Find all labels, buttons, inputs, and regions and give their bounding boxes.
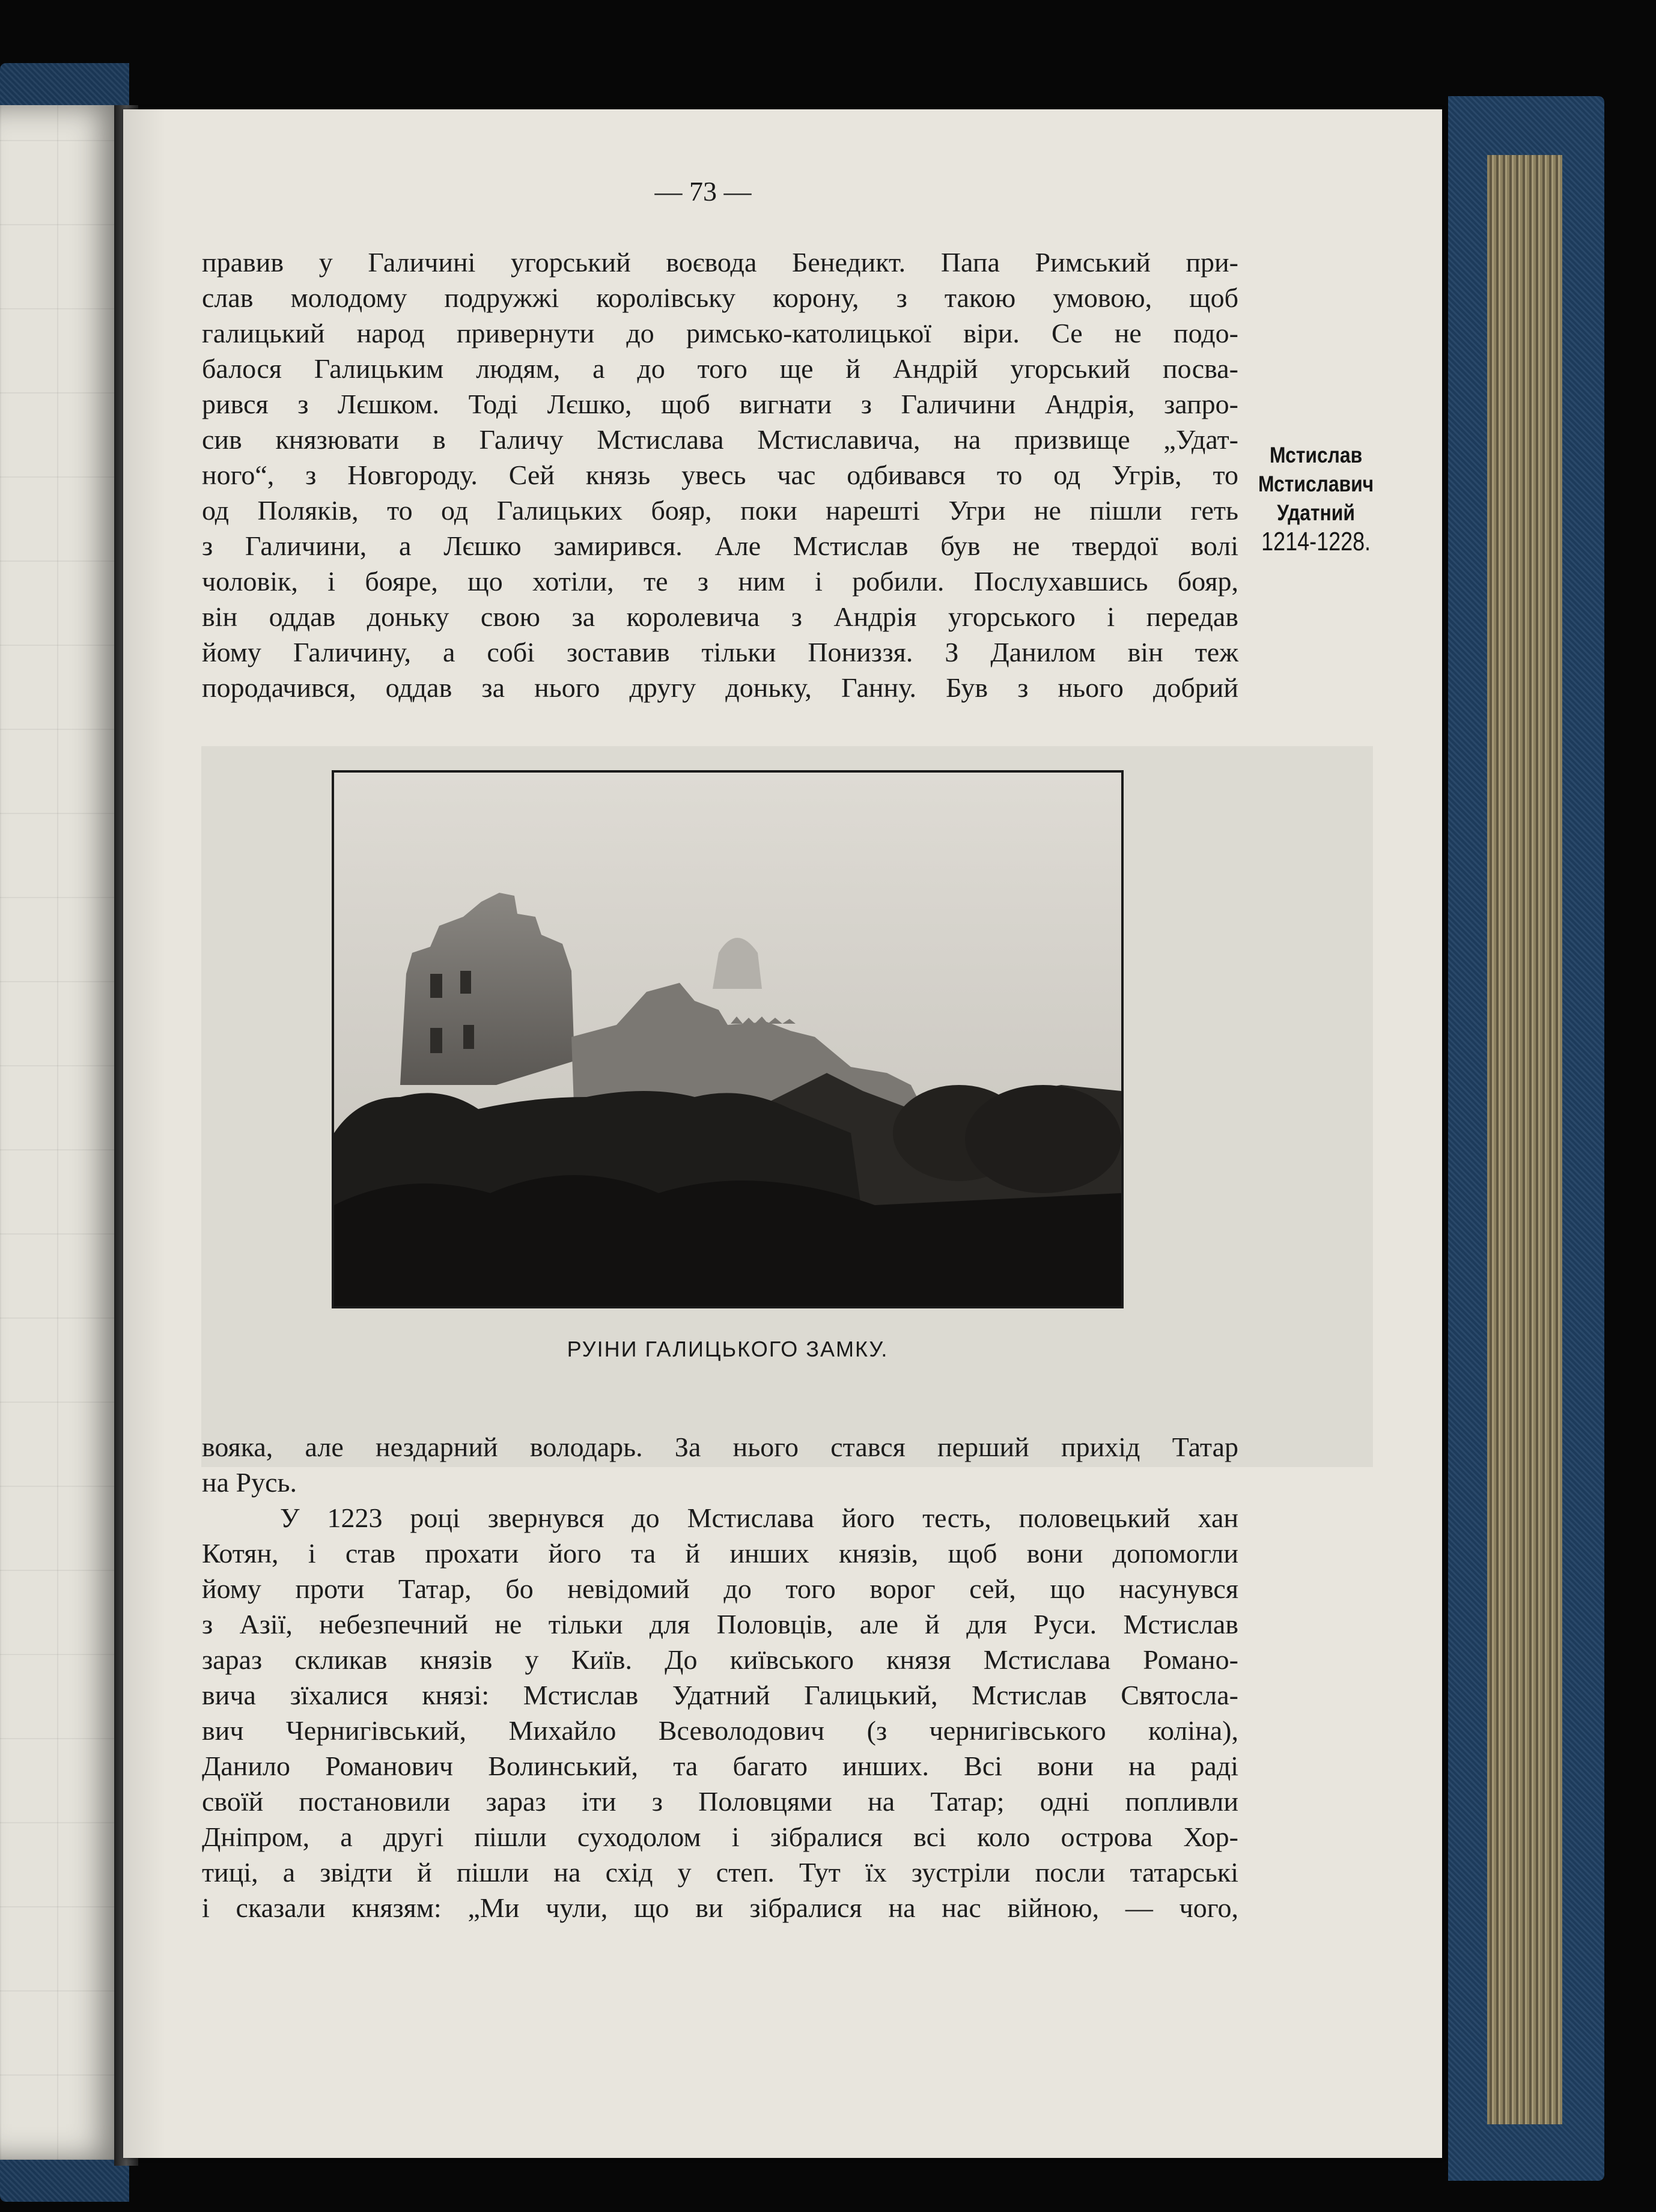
text-line: тиці, а звідти й пішли на схід у степ. Тут їх зустріли посли татарські [202, 1857, 1238, 1888]
text-line: вояка, але нездарний володарь. За нього стався перший прихід Татар [202, 1432, 1238, 1462]
text-line: він оддав доньку свою за королевича з Андрія угорського і передав [202, 601, 1238, 632]
text-line: зараз скликав князів у Київ. До київського князя Мстислава Романо- [202, 1644, 1238, 1675]
page-number: — 73 — [654, 176, 752, 207]
text-line: і сказали князям: „Ми чули, що ви зібралися на нас війною, — чого, [202, 1892, 1238, 1923]
page-edges [1487, 155, 1562, 2124]
text-line: ного“, з Новгороду. Сей князь увесь час одбивався то од Угрів, то [202, 460, 1238, 490]
text-line: чоловік, і бояре, що хотіли, те з ним і робили. Послухавшись бояр, [202, 566, 1238, 597]
text-line: породачився, оддав за нього другу доньку, Ганну. Був з нього добрий [202, 672, 1238, 703]
text-line: Котян, і став прохати його та й инших князів, щоб вони допомогли [202, 1538, 1238, 1569]
text-line: йому Галичину, а собі зоставив тільки Пониззя. З Данилом він теж [202, 637, 1238, 667]
text-line: вич Чернигівський, Михайло Всеволодович (з чернигівського коліна), [202, 1715, 1238, 1746]
text-line: з Галичини, а Лєшко замирився. Але Мстислав був не твердої волі [202, 530, 1238, 561]
text-line: з Азії, небезпечний не тільки для Половців, але й для Руси. Мстислав [202, 1609, 1238, 1639]
margin-note-epithet: Удатний [1277, 500, 1355, 525]
left-page [0, 105, 126, 2160]
text-line: балося Галицьким людям, а до того ще й Андрій угорський посва- [202, 353, 1238, 384]
text-line: галицький народ привернути до римсько-католицької віри. Се не подо- [202, 318, 1238, 348]
text-line: сив князювати в Галичу Мстислава Мстиславича, на призвище „Удат- [202, 424, 1238, 455]
figure-caption: РУІНИ ГАЛИЦЬКОГО ЗАМКУ. [567, 1337, 889, 1361]
margin-note-name: Мстислав [1270, 443, 1363, 467]
text-line: Данило Романович Волинський, та багато инших. Всі вони на раді [202, 1751, 1238, 1781]
castle-ruins-photo [332, 770, 1124, 1308]
text-line: рився з Лєшком. Тоді Лєшко, щоб вигнати з Галичини Андрія, запро- [202, 389, 1238, 419]
text-line: Дніпром, а другі пішли суходолом і зібралися всі коло острова Хор- [202, 1822, 1238, 1852]
margin-note-years: 1214-1228. [1261, 527, 1371, 556]
text-line: од Поляків, то од Галицьких бояр, поки нарешті Угри не пішли геть [202, 495, 1238, 526]
text-line: йому проти Татар, бо невідомий до того ворог сей, що насунувся [202, 1573, 1238, 1604]
text-line: своїй постановили зараз іти з Половцями на Татар; одні попливли [202, 1786, 1238, 1817]
text-line: слав молодому подружжі королівську корону, з такою умовою, щоб [202, 282, 1238, 313]
text-line: правив у Галичині угорський воєвода Бенедикт. Папа Римський при- [202, 247, 1238, 278]
margin-note-patronymic: Мстиславич [1258, 472, 1374, 496]
text-line: вича зїхалися князі: Мстислав Удатний Галицький, Мстислав Святосла- [202, 1680, 1238, 1710]
text-line: У 1223 році звернувся до Мстислава його тесть, половецький хан [280, 1503, 1238, 1533]
text-line: на Русь. [202, 1467, 297, 1498]
margin-note [1246, 441, 1386, 556]
